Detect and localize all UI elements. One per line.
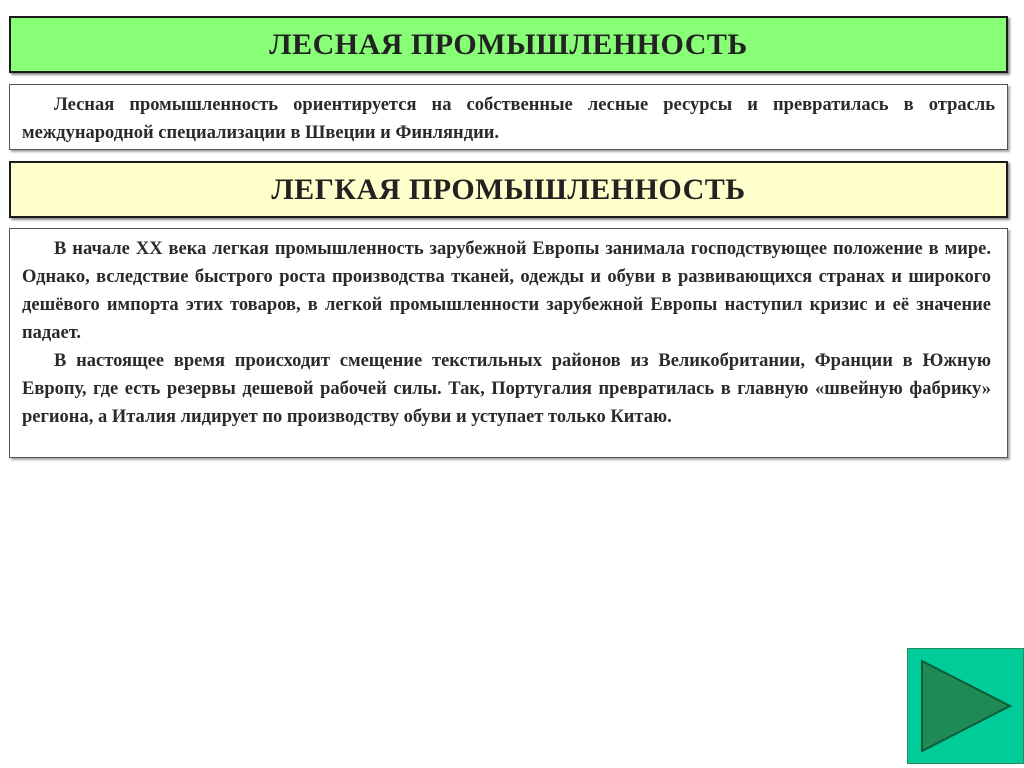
light-industry-textbox [9, 228, 1008, 458]
next-slide-button[interactable] [907, 648, 1024, 764]
light-industry-paragraph-2: В настоящее время происходит смещение текстильных районов из Великобритании, Франции в Южную Европу, где есть резервы дешевой рабочей силы. Так, Португалия превратилась в главную «швейную фабрику» региона, а Италия лидирует по производству обуви и уступает только Китаю. [22, 351, 991, 427]
forest-industry-heading: ЛЕСНАЯ ПРОМЫШЛЕННОСТЬ [9, 16, 1008, 73]
light-industry-paragraph-1: В начале ХХ века легкая промышленность зарубежной Европы занимала господствующее положение в мире. Однако, вследствие быстрого роста производства тканей, одежды и обуви в развивающихся странах и широкого дешёвого импорта этих товаров, в легкой промышленности зарубежной Европы наступил кризис и её значение падает. [22, 239, 991, 343]
forest-industry-text: Лесная промышленность ориентируется на собственные лесные ресурсы и превратилась в отрасль международной специализации в Швеции и Финляндии. [22, 95, 995, 143]
forest-industry-textbox [9, 84, 1008, 150]
play-triangle-icon [908, 649, 1023, 763]
light-industry-heading: ЛЕГКАЯ ПРОМЫШЛЕННОСТЬ [9, 161, 1008, 218]
